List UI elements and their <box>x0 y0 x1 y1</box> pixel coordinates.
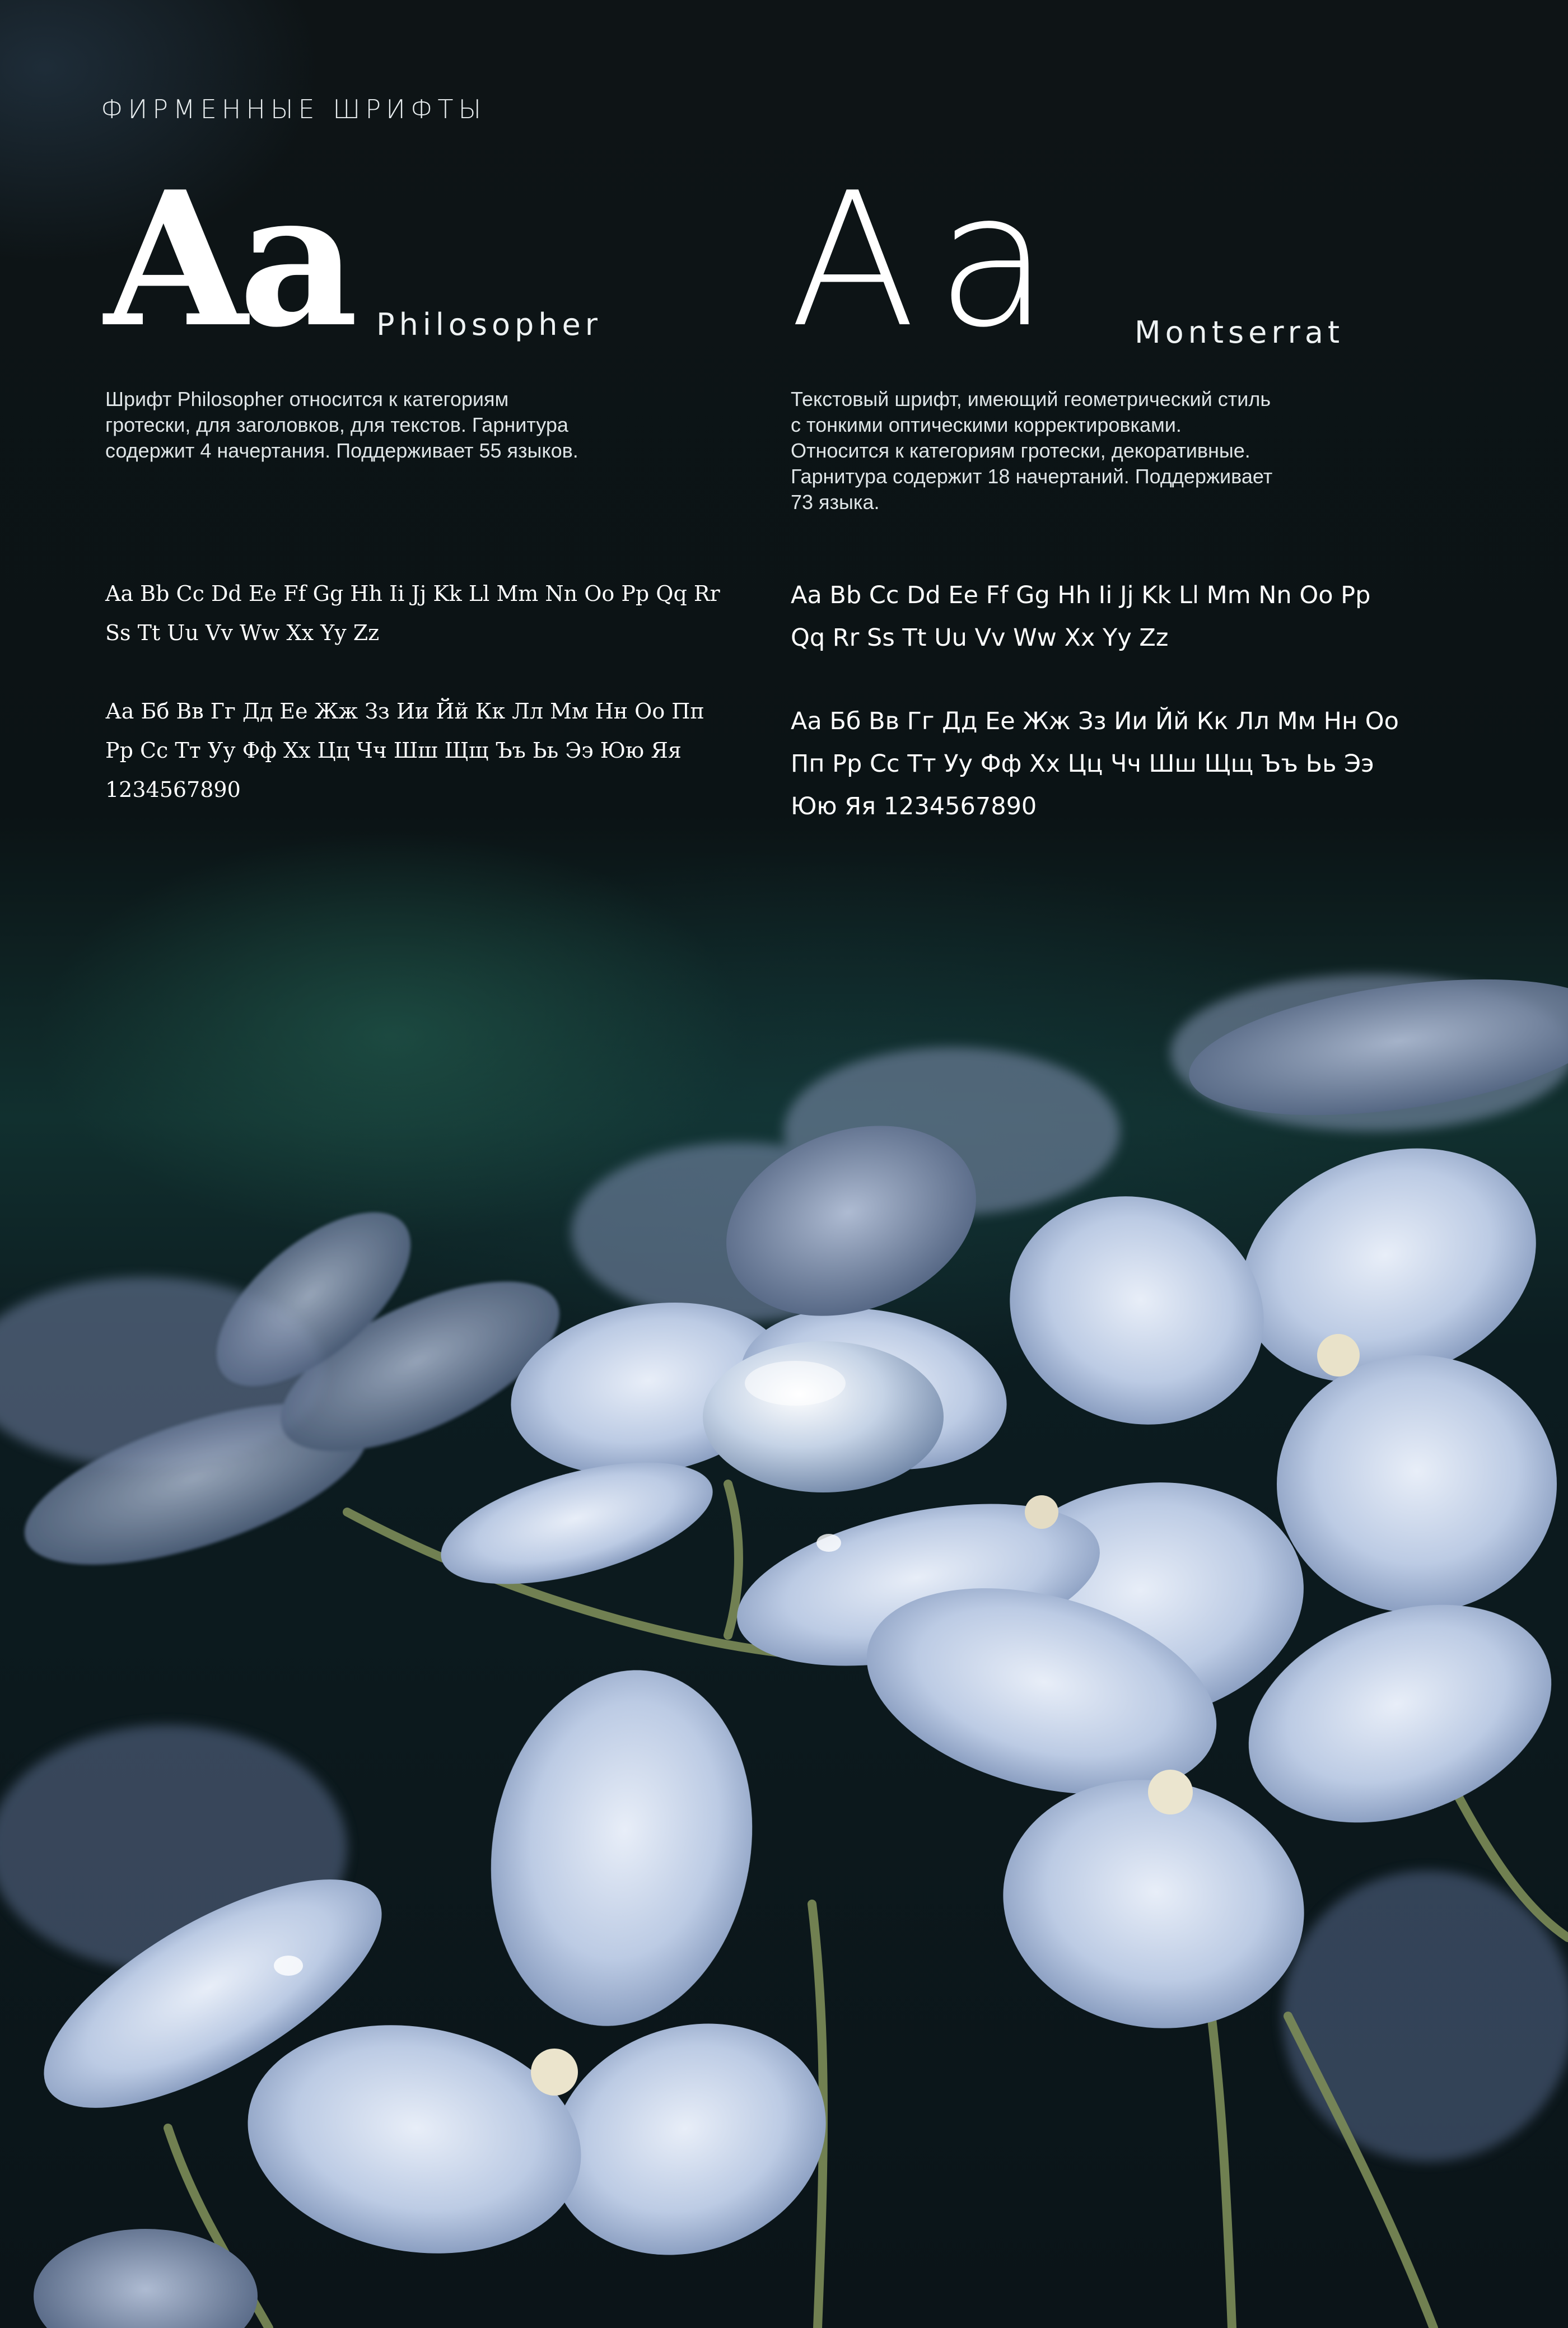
philosopher-description: Шрифт Philosopher относится к категориям гротески, для заголовков, для текстов. Гарнитура содержит 4 начертания. Поддерживает 55 языков. <box>105 388 578 462</box>
montserrat-cyrillic-alphabet: Аа Бб Вв Гг Дд Ее Жж Зз Ии Йй Кк Лл Мм Нн Оо Пп Рр Сс Тт Уу Фф Хх Цц Чч Шш Щщ Ъъ Ьь Ээ Юю Яя 1234567890 <box>791 707 1399 820</box>
montserrat-latin-alphabet: Aa Bb Cc Dd Ee Ff Gg Hh Ii Jj Kk Ll Mm Nn Oo Pp Qq Rr Ss Tt Uu Vv Ww Xx Yy Zz <box>791 581 1371 652</box>
montserrat-description: Текстовый шрифт, имеющий геометрический стиль с тонкими оптическими корректировками. Относится к категориям гротески, декоративные. Гарнитура содержит 18 начертаний. Поддерживает 73 языка. <box>791 388 1273 514</box>
philosopher-font-name: Philosopher <box>376 307 602 342</box>
philosopher-sample-glyphs: Aa <box>104 151 349 368</box>
philosopher-latin-alphabet: Aa Bb Cc Dd Ee Ff Gg Hh Ii Jj Kk Ll Mm Nn Oo Pp Qq Rr Ss Tt Uu Vv Ww Xx Yy Zz <box>105 581 720 645</box>
section-heading: ФИРМЕННЫЕ ШРИФТЫ <box>101 94 487 124</box>
montserrat-font-name: Montserrat <box>1135 315 1345 350</box>
montserrat-sample-glyphs: Aa <box>790 153 1070 368</box>
philosopher-cyrillic-alphabet: Аа Бб Вв Гг Дд Ее Жж Зз Ии Йй Кк Лл Мм Нн Оо Пп Рр Сс Тт Уу Фф Хх Цц Чч Шш Щщ Ъъ Ьь Ээ Юю Яя 1234567890 <box>105 699 704 802</box>
